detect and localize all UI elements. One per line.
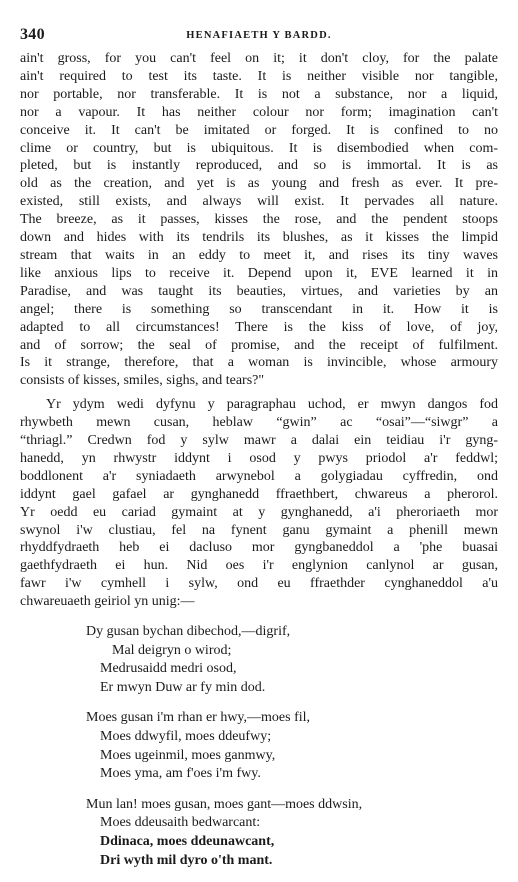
verse-line: Moes gusan i'm rhan er hwy,—moes fil, bbox=[86, 710, 311, 726]
verse-line: Er mwyn Duw ar fy min dod. bbox=[100, 679, 266, 695]
text-line: down and hides with its tendrils its blushes, as it kisses the limpid bbox=[20, 230, 498, 246]
text-line: hanedd, yn rhwystr iddynt i osod y pwys priodol a'r feddwl; bbox=[20, 450, 498, 466]
page-body bbox=[20, 50, 498, 882]
text-line: “thriagl.” Credwn fod y sylw mawr a dalai ein teidiau i'r gyng- bbox=[20, 433, 498, 449]
text-line: Yr ydym wedi dyfynu y paragraphau uchod, er mwyn dangos fod bbox=[46, 397, 498, 413]
paragraph-english-quote bbox=[20, 50, 498, 390]
verse-line: Moes yma, am f'oes i'm fwy. bbox=[100, 766, 261, 782]
verse-line: Moes ugeinmil, moes ganmwy, bbox=[100, 747, 276, 763]
stanza-3 bbox=[86, 796, 498, 870]
text-line: The breeze, as it passes, kisses the rose, and the pendent stoops bbox=[20, 212, 498, 228]
verse-line: Dy gusan bychan dibechod,—digrif, bbox=[86, 624, 291, 640]
text-line: iddynt gael gafael ar gynghanedd ffraethbert, chwareus a pherorol. bbox=[20, 486, 498, 502]
text-line: Is it strange, therefore, that a woman is invincible, whose armoury bbox=[20, 355, 498, 371]
prose bbox=[20, 50, 498, 611]
text-line: old as the creation, and yet is as young and fresh as ever. It pre- bbox=[20, 176, 498, 192]
text-line: nor a vapour. It has neither colour nor form; imagination can't bbox=[20, 104, 498, 120]
stanza-2 bbox=[86, 709, 498, 783]
text-line: and of sorrow; the seal of promise, and the receipt of fulfilment. bbox=[20, 337, 498, 353]
text-line: fawr i'w cymhell i sylw, ond eu ffraethder cynghaneddol a'u bbox=[20, 576, 498, 592]
text-line: like anxious lips to receive it. Depend upon it, EVE learned it in bbox=[20, 265, 498, 281]
verse-line: Mun lan! moes gusan, moes gant—moes ddwsin, bbox=[86, 796, 363, 812]
verse-line: Dri wyth mil dyro o'th mant. bbox=[100, 852, 273, 868]
verse-line: Moes ddwyfil, moes ddeufwy; bbox=[100, 729, 272, 745]
text-line: chwareuaeth geiriol yn unig:— bbox=[20, 594, 195, 610]
stanza-1 bbox=[86, 623, 498, 697]
text-line: angel; there is something so transcendant in it. How it is bbox=[20, 301, 498, 317]
text-line: rhywbeth mewn cusan, heblaw “gwin” ac “osai”—“siwgr” a bbox=[20, 415, 498, 431]
verse-line: Ddinaca, moes ddeunawcant, bbox=[100, 834, 275, 850]
text-line: rhyddfydraeth heb ei dacluso mor gyngbaneddol a 'phe buasai bbox=[20, 540, 498, 556]
text-line: boddlonent a'r syniadaeth arwynebol a golygiadau cyffredin, ond bbox=[20, 468, 498, 484]
text-line: stream that waits in an eddy to meet it, and rises its tiny waves bbox=[20, 247, 498, 263]
paragraph-welsh-commentary bbox=[20, 396, 498, 611]
verse-line: Mal deigryn o wirod; bbox=[112, 642, 232, 658]
verse-line: Moes ddeusaith bedwarcant: bbox=[100, 815, 261, 831]
page-header bbox=[20, 26, 498, 46]
text-line: pleted, but is instantly reproduced, and so is immortal. It is as bbox=[20, 158, 498, 174]
text-line: adapted to all circumstances! There is the kiss of love, of joy, bbox=[20, 319, 498, 335]
page-number: 340 bbox=[20, 26, 45, 43]
text-line: swynol i'w clustiau, fel na fynent ganu gymaint a phenill mewn bbox=[20, 522, 498, 538]
text-line: conceive it. It can't be imitated or forged. It is confined to no bbox=[20, 122, 498, 138]
text-line: ain't gross, for you can't feel on it; it don't cloy, for the palate bbox=[20, 51, 498, 66]
text-line: ain't required to test its taste. It is neither visible nor tangible, bbox=[20, 68, 498, 84]
text-line: existed, still exists, and always will exist. It pervades all nature. bbox=[20, 194, 498, 210]
text-line: Paradise, and was taught its beauties, virtues, and varieties by an bbox=[20, 283, 498, 299]
text-line: gaethfydraeth ei hun. Nid oes i'r englynion canlynol ar gusan, bbox=[20, 558, 498, 574]
verse-line: Medrusaidd medri osod, bbox=[100, 661, 237, 677]
text-line: Yr oedd eu cariad gymaint at y gynghanedd, a'i pheroriaeth mor bbox=[20, 504, 498, 520]
text-line: consists of kisses, smiles, sighs, and tears?" bbox=[20, 373, 265, 389]
englynion bbox=[20, 623, 498, 870]
text-line: nor portable, nor transferable. It is not a substance, nor a liquid, bbox=[20, 86, 498, 102]
running-title: HENAFIAETH Y BARDD. bbox=[186, 30, 332, 41]
text-line: clime or country, but is ubiquitous. It is disembodied when com- bbox=[20, 140, 498, 156]
